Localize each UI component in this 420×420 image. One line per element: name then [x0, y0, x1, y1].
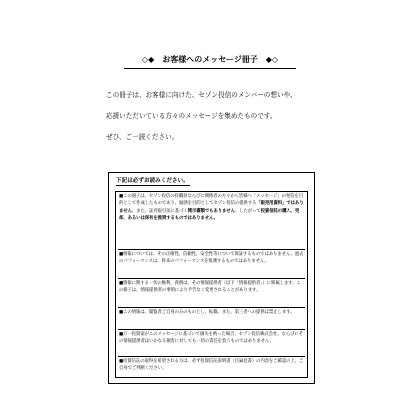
disclaimer-text: ■投資信託の取得を希望される方は、必ず投資信託説明書（目論見書）の内容をご確認の上、ご自身でご判断ください。 — [119, 359, 304, 372]
disclaimer-item — [119, 331, 304, 346]
disclaimer-emphasis: 開示書類でもありません — [187, 208, 235, 214]
disclaimer-text: 。また、証券取引法に基づく — [131, 208, 188, 214]
page-title: ◇◆ お客様へのメッセージ冊子 ◆◇ — [141, 55, 279, 64]
item-divider — [118, 329, 305, 330]
disclaimer-text: ■情報については、その正確性、信頼性、安全性等について保証するものではありません。過去のパフォーマンスは、将来のパフォーマンスを推測するものではありません。 — [119, 252, 304, 265]
disclaimer-item — [119, 251, 304, 266]
item-divider — [118, 307, 305, 308]
disclaimer-heading-underline — [116, 185, 190, 186]
title-underline — [124, 68, 296, 69]
disclaimer-item — [119, 280, 304, 295]
disclaimer-heading: 下記は必ずお読みください。 — [116, 178, 189, 184]
item-divider — [118, 249, 305, 250]
intro-paragraph: ぜひ、ご一読ください。 — [106, 133, 179, 141]
disclaimer-text: ■情報に関する一切の権利、義務は、その情報提供者（以下「情報提供者」）に帰属します。この冊子は、情報提供者の事情により予告なく変更されることがあります。 — [119, 281, 301, 294]
disclaimer-text: ■この冊子は、セゾン投信の役職員ならびに関係者の方々から皆様へ「メッセージ」の発信を目的として作成したものであり、勧誘を目的としてセゾン投信の提供する — [119, 194, 303, 207]
item-divider — [118, 356, 305, 357]
intro-text — [106, 90, 366, 153]
disclaimer-text: ■この情報は、閲覧者ご自身のみのものとし、転載、また、第三者への提供は禁止します。 — [119, 310, 295, 315]
disclaimer-emphasis: 投資信託の購入、売却、あるいは保有を推奨するものではありません。 — [119, 208, 300, 222]
disclaimer-text: ■万一投資家がこのメッセージに基づいて損失を被った場合、セゾン投信株式会社、ならびにその情報提供者はいかなる損害に対しても一切の責任を負うものではありません。 — [119, 332, 303, 345]
disclaimer-text: 。したがって — [234, 208, 261, 214]
disclaimer-emphasis: 「販売用資料」ではありません — [119, 201, 304, 214]
disclaimer-item — [119, 193, 304, 223]
disclaimer-item — [119, 358, 304, 373]
intro-paragraph: 応援いただいている方々のメッセージを集めたものです。 — [106, 112, 277, 120]
intro-paragraph: この冊子は、お客様に向けた、セゾン投信のメンバーの想いや、 — [106, 91, 297, 99]
disclaimer-list — [115, 191, 308, 378]
item-divider — [118, 278, 305, 279]
disclaimer-item — [119, 309, 304, 316]
disclaimer-box — [108, 172, 315, 384]
